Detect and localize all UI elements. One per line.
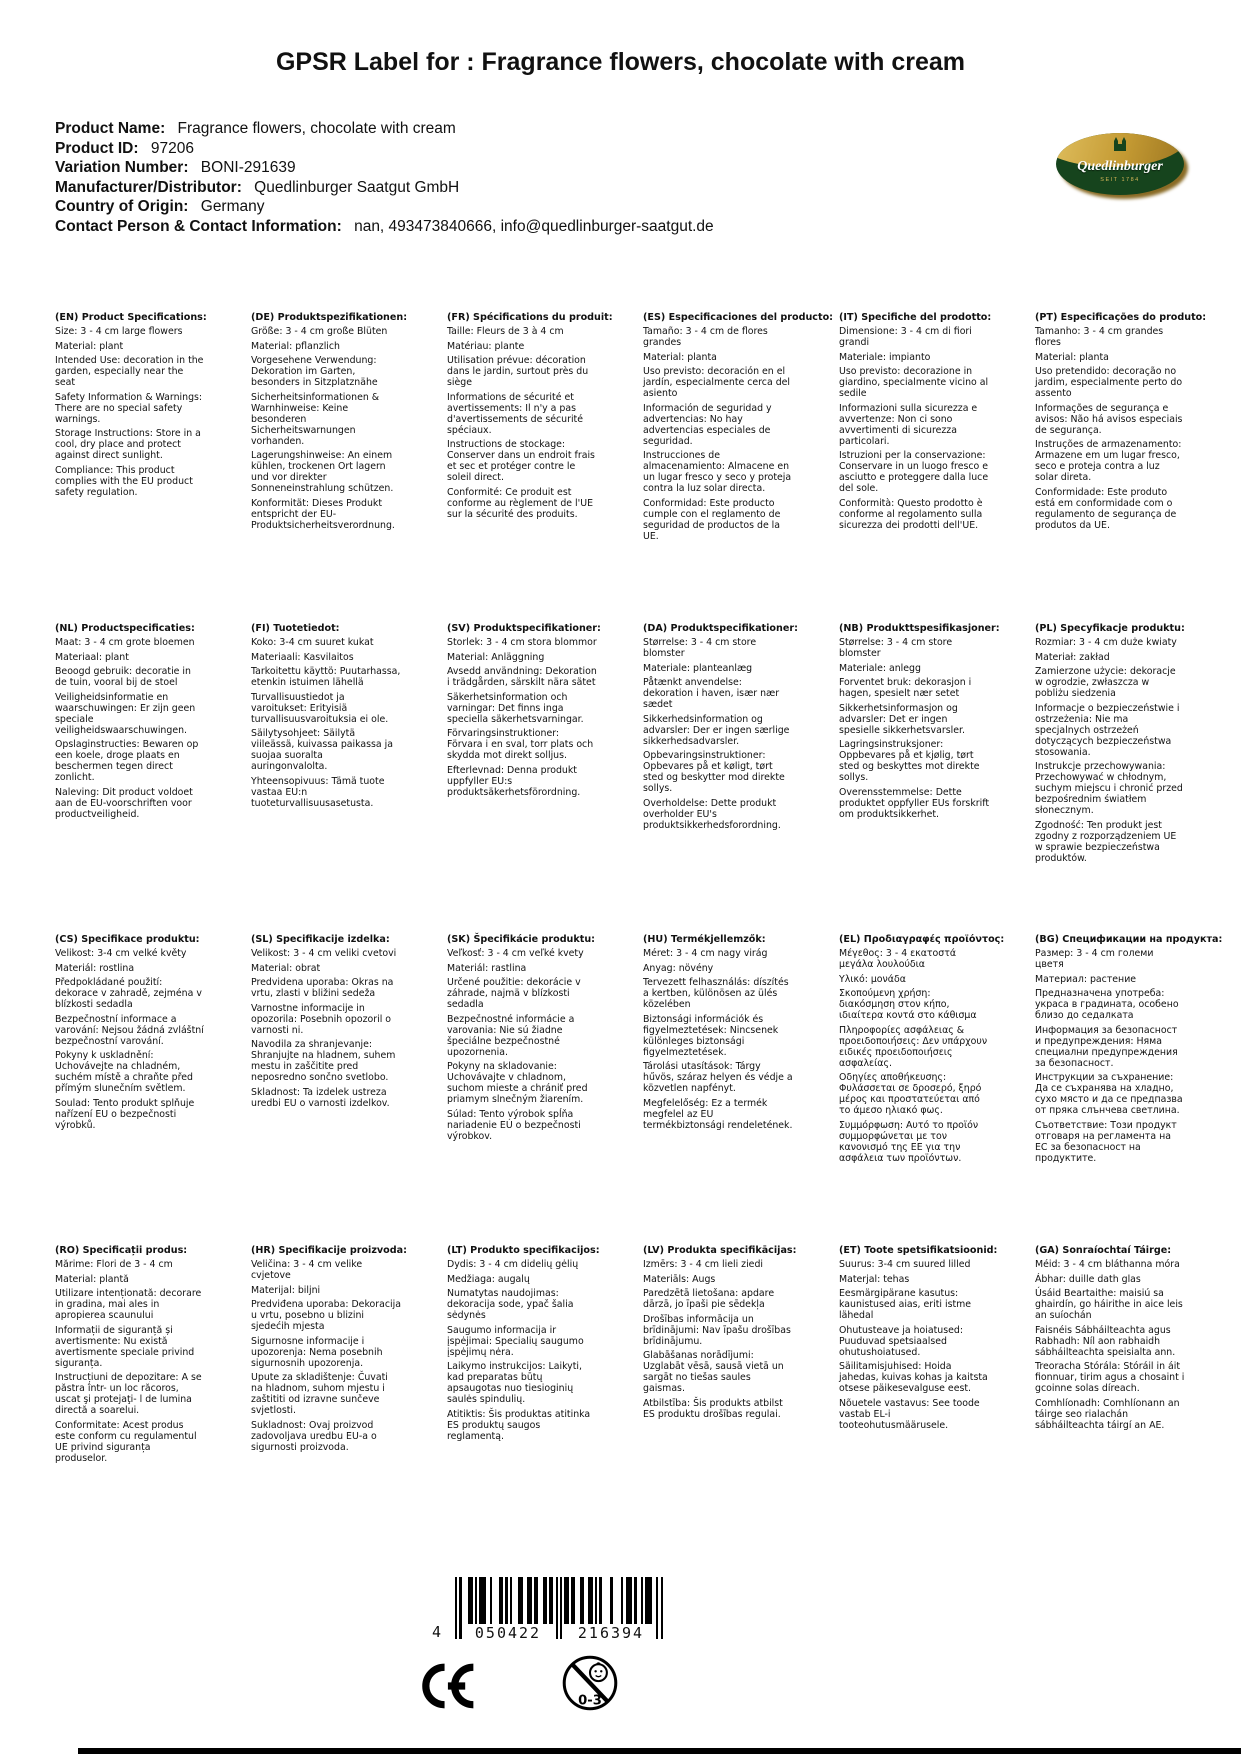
spec-block — [447, 1245, 643, 1556]
spec-item: Méret: 3 - 4 cm nagy virág — [643, 948, 768, 959]
spec-item: Velikost: 3-4 cm velké květy — [55, 948, 187, 959]
spec-block — [643, 623, 839, 934]
spec-item: Pokyny k uskladnění: Uchovávejte na chladném, suchém místě a chraňte před přímým slunečním světlem. — [55, 1050, 193, 1094]
spec-item: Conformidad: Este producto cumple con el reglamento de seguridad de productos de la UE. — [643, 497, 781, 542]
spec-item: Atitiktis: Šis produktas atitinka ES produktų saugos reglamentą. — [447, 1408, 591, 1442]
spec-block — [447, 934, 643, 1245]
spec-item: Veličina: 3 - 4 cm velike cvjetove — [251, 1259, 363, 1281]
spec-item: Størrelse: 3 - 4 cm store blomster — [839, 637, 953, 659]
product-info-value: Quedlinburger Saatgut GmbH — [249, 178, 460, 196]
spec-item: Инструкции за съхранение: Да се съхранява на хладно, сухо място и да се предпазва от пряка слънчева светлина. — [1035, 1072, 1183, 1116]
product-info-label: Country of Origin: — [55, 198, 189, 216]
spec-item: Materiál: rostlina — [55, 962, 135, 974]
spec-item: Yhteensopivuus: Tämä tuote vastaa EU:n tuoteturvallisuusasetusta. — [251, 775, 385, 809]
spec-item: Drošības informācija un brīdinājumi: Nav īpašu drošības brīdinājumu. — [643, 1313, 791, 1347]
spec-item: Upute za skladištenje: Čuvati na hladnom, suhom mjestu i zaštititi od izravne sunčeve svjetlosti. — [251, 1372, 388, 1416]
spec-item: Sicherheitsinformationen & Warnhinweise: Keine besonderen Sicherheitswarnungen vorhanden. — [251, 391, 380, 447]
spec-item: Förvaringsinstruktioner: Förvara i en sval, torr plats och skydda mot direkt solljus. — [447, 728, 594, 761]
spec-block — [55, 1245, 251, 1556]
spec-item: Lagringsinstruksjoner: Oppbevares på et kjølig, tørt sted og beskyttes mot direkte sollys. — [839, 739, 980, 783]
spec-item: Tamanho: 3 - 4 cm grandes flores — [1035, 326, 1164, 348]
spec-item: Predvidena uporaba: Okras na vrtu, zlasti v bližini sedeža — [251, 977, 394, 999]
spec-item: Opbevaringsinstruktioner: Opbevares på et køligt, tørt sted og beskytter mod direkte sollys. — [643, 750, 785, 794]
product-info-value: 97206 — [146, 139, 194, 157]
spec-heading: (ES) Especificaciones del producto: — [643, 312, 834, 323]
spec-item: Säilitamisjuhised: Hoida jahedas, kuivas kohas ja kaitsta otsese päikesevalguse eest. — [839, 1361, 988, 1394]
product-info-row — [55, 197, 714, 217]
spec-item: Materiale: planteanlæg — [643, 662, 753, 674]
barcode — [432, 1577, 665, 1647]
spec-item: Dydis: 3 - 4 cm didelių gėlių — [447, 1259, 579, 1270]
spec-items — [447, 326, 643, 520]
spec-item: Uso previsto: decoración en el jardín, especialmente cerca del asiento — [643, 366, 791, 399]
spec-item: Conformité: Ce produit est conforme au règlement de l'UE sur la sécurité des produits. — [447, 486, 594, 520]
spec-items — [55, 326, 251, 498]
product-info-label: Manufacturer/Distributor: — [55, 178, 242, 196]
spec-item: Material: obrat — [251, 962, 321, 974]
castle-icon — [1110, 135, 1130, 151]
spec-item: Conformità: Questo prodotto è conforme al regolamento sulla sicurezza dei prodotti dell'UE. — [839, 497, 983, 531]
spec-heading: (NL) Productspecificaties: — [55, 623, 195, 634]
spec-heading: (PT) Especificações do produto: — [1035, 312, 1207, 323]
spec-item: Izmērs: 3 - 4 cm lieli ziedi — [643, 1259, 763, 1270]
spec-items — [643, 1259, 839, 1420]
spec-item: Pokyny na skladovanie: Uchovávajte v chladnom, suchom mieste a chrániť pred priamym slnečným žiarením. — [447, 1061, 588, 1105]
spec-item: Súlad: Tento výrobok spĺňa nariadenie EÚ o bezpečnosti výrobkov. — [447, 1108, 581, 1142]
spec-items — [55, 948, 251, 1131]
spec-item: Material: planta — [643, 351, 717, 363]
spec-block — [643, 312, 839, 623]
spec-block — [55, 934, 251, 1245]
spec-item: Materiał: zakład — [1035, 651, 1110, 663]
spec-block — [251, 934, 447, 1245]
spec-block — [839, 623, 1035, 934]
spec-items — [55, 1259, 251, 1464]
spec-item: Tárolási utasítások: Tárgy hűvös, száraz helyen és védje a közvetlen napfényt. — [643, 1061, 793, 1094]
spec-item: Určené použitie: dekorácie v záhrade, najmä v blízkosti sedadla — [447, 977, 581, 1010]
spec-heading: (SV) Produktspecifikationer: — [447, 623, 601, 634]
spec-items — [251, 1259, 447, 1453]
spec-item: Størrelse: 3 - 4 cm store blomster — [643, 637, 757, 659]
page-bottom-edge — [78, 1748, 1241, 1754]
spec-item: Materjal: tehas — [839, 1273, 910, 1285]
spec-item: Materijal: biljni — [251, 1284, 321, 1296]
spec-heading: (LT) Produkto specifikacijos: — [447, 1245, 600, 1256]
spec-item: Predviđena uporaba: Dekoracija u vrtu, posebno u blizini sjedećih mjesta — [251, 1299, 401, 1332]
spec-block — [1035, 623, 1231, 934]
spec-items — [251, 326, 447, 531]
logo-oval — [1056, 133, 1184, 195]
spec-items — [1035, 1259, 1231, 1431]
spec-block — [643, 1245, 839, 1556]
product-info-row — [55, 178, 714, 198]
age-warning-0-3-icon — [560, 1649, 620, 1717]
spec-item: Anyag: növény — [643, 962, 714, 974]
spec-item: Koko: 3-4 cm suuret kukat — [251, 637, 374, 648]
age-warning-text: 0-3 — [578, 1693, 602, 1709]
spec-item: Předpokládané použití: dekorace v zahradě, zejména v blízkosti sedadla — [55, 977, 202, 1010]
spec-heading: (LV) Produkta specifikācijas: — [643, 1245, 797, 1256]
product-info-value: Fragrance flowers, chocolate with cream — [173, 120, 456, 137]
spec-item: Materiál: rastlina — [447, 962, 527, 974]
spec-item: Instructions de stockage: Conserver dans un endroit frais et sec et protéger contre le soleil direct. — [447, 439, 595, 483]
spec-item: Material: plant — [55, 340, 124, 352]
spec-item: Material: planta — [1035, 351, 1109, 363]
spec-heading: (FR) Spécifications du produit: — [447, 312, 613, 323]
spec-block — [643, 934, 839, 1245]
spec-item: Информация за безопасност и предупреждения: Няма специални предупреждения за безопасност. — [1035, 1024, 1178, 1069]
spec-block — [1035, 934, 1231, 1245]
spec-item: Material: plantă — [55, 1273, 129, 1285]
spec-item: Dimensione: 3 - 4 cm di fiori grandi — [839, 326, 972, 348]
spec-item: Instrucțiuni de depozitare: A se păstra într- un loc răcoros, uscat şi protejaţi- l de lumina directă a soarelui. — [55, 1372, 202, 1416]
spec-item: Sukladnost: Ovaj proizvod zadovoljava uredbu EU-a o sigurnosti proizvoda. — [251, 1419, 377, 1453]
spec-item: Overholdelse: Dette produkt overholder EU's produktsikkerhedsforordning. — [643, 797, 781, 831]
product-info-label: Variation Number: — [55, 159, 189, 177]
barcode-first-digit: 4 — [432, 1623, 442, 1641]
spec-item: Tamaño: 3 - 4 cm de flores grandes — [643, 326, 768, 348]
spec-item: Paredzētā lietošana: apdare dārzā, jo īpaši pie sēdekļa — [643, 1288, 775, 1310]
product-info-label: Contact Person & Contact Information: — [55, 217, 342, 235]
spec-item: Материал: растение — [1035, 973, 1137, 985]
product-info-value: nan, 493473840666, info@quedlinburger-saatgut.de — [349, 217, 714, 235]
spec-heading: (RO) Specificații produs: — [55, 1245, 188, 1256]
spec-item: Varnostne informacije in opozorila: Posebnih opozoril o varnosti ni. — [251, 1002, 392, 1036]
spec-item: Numatytas naudojimas: dekoracija sode, ypač šalia sėdynės — [447, 1288, 574, 1321]
spec-item: Instruções de armazenamento: Armazene em um lugar fresco, seco e proteja contra a luz solar direta. — [1035, 439, 1182, 483]
spec-item: Σκοπούμενη χρήση: διακόσμηση στον κήπο, ιδιαίτερα κοντά στο κάθισμα — [839, 988, 977, 1021]
spec-item: Πληροφορίες ασφάλειας & προειδοποιήσεις: Δεν υπάρχουν ειδικές προειδοποιήσεις ασφαλείας. — [839, 1024, 988, 1069]
spec-item: Material: pflanzlich — [251, 340, 340, 352]
spec-item: Soulad: Tento produkt splňuje nařízení EU o bezpečnosti výrobků. — [55, 1097, 195, 1131]
spec-item: Faisnéis Sábháilteachta agus Rabhadh: Níl aon rabhaidh sábháilteachta speisialta ann. — [1035, 1324, 1176, 1358]
spec-item: Uso previsto: decorazione in giardino, specialmente vicino al sedile — [839, 366, 989, 399]
spec-block — [1035, 312, 1231, 623]
logo-brand-text: Quedlinburger — [1077, 159, 1163, 174]
spec-items — [643, 637, 839, 831]
spec-heading: (GA) Sonraíochtaí Táirge: — [1035, 1245, 1172, 1256]
spec-item: Eesmärgipärane kasutus: kaunistused aias, eriti istme lähedal — [839, 1288, 972, 1321]
product-info-label: Product Name: — [55, 120, 166, 137]
spec-item: Saugumo informacija ir įspėjimai: Specialių saugumo įspėjimų nėra. — [447, 1324, 584, 1358]
spec-block — [251, 623, 447, 934]
spec-heading: (SK) Špecifikácie produktu: — [447, 934, 596, 945]
spec-item: Υλικό: μονάδα — [839, 973, 906, 985]
spec-item: Size: 3 - 4 cm large flowers — [55, 326, 183, 337]
spec-items — [839, 326, 1035, 531]
spec-item: Medžiaga: augalų — [447, 1273, 530, 1285]
spec-item: Bezpečnostné informácie a varovania: Nie sú žiadne špeciálne bezpečnostné upozornenia. — [447, 1013, 575, 1058]
product-info-row — [55, 158, 714, 178]
spec-heading: (ET) Toote spetsifikatsioonid: — [839, 1245, 998, 1256]
spec-item: Material: Anläggning — [447, 651, 545, 663]
spec-heading: (BG) Спецификации на продукта: — [1035, 934, 1223, 945]
spec-item: Navodila za shranjevanje: Shranjujte na hladnem, suhem mestu in zaščitite pred neposredno sončno svetlobo. — [251, 1039, 396, 1083]
product-info-value: BONI-291639 — [196, 159, 296, 177]
spec-item: Zgodność: Ten produkt jest zgodny z rozporządzeniem UE w sprawie bezpieczeństwa produktów. — [1035, 819, 1177, 864]
spec-item: Avsedd användning: Dekoration i trädgården, särskilt nära sätet — [447, 666, 597, 688]
spec-item: Informazioni sulla sicurezza e avvertenze: Non ci sono avvertimenti di sicurezza particolari. — [839, 402, 978, 447]
spec-item: Lagerungshinweise: An einem kühlen, trockenen Ort lagern und vor direkter Sonneneinstrahlung schützen. — [251, 450, 394, 494]
spec-heading: (IT) Specifiche del prodotto: — [839, 312, 992, 323]
spec-items — [839, 948, 1035, 1164]
spec-item: Konformität: Dieses Produkt entspricht der EU-Produktsicherheitsverordnung. — [251, 497, 395, 531]
spec-item: Maat: 3 - 4 cm grote bloemen — [55, 637, 195, 648]
spec-block — [1035, 1245, 1231, 1556]
product-info — [55, 119, 714, 237]
spec-block — [839, 312, 1035, 623]
spec-item: Informații de siguranță și avertismente: Nu există avertismente speciale privind siguranța. — [55, 1324, 195, 1369]
spec-item: Nõuetele vastavus: See toode vastab EL-i tooteohutusmäärusele. — [839, 1397, 980, 1431]
spec-heading: (DE) Produktspezifikationen: — [251, 312, 408, 323]
spec-item: Tervezett felhasználás: díszítés a kertben, különösen az ülés közelében — [643, 977, 789, 1010]
spec-item: Laikymo instrukcijos: Laikyti, kad preparatas būtų apsaugotas nuo tiesioginių saulės spindulių. — [447, 1361, 582, 1405]
spec-item: Säilytysohjeet: Säilytä viileässä, kuivassa paikassa ja suojaa suoralta auringonvalolta. — [251, 728, 393, 772]
spec-item: Sikkerhetsinformasjon og advarsler: Det er ingen spesielle sikkerhetsvarsler. — [839, 702, 965, 736]
spec-grid — [55, 312, 1231, 1556]
spec-block — [251, 312, 447, 623]
spec-item: Informações de segurança e avisos: Não há avisos especiais de segurança. — [1035, 402, 1183, 436]
spec-item: Instrucciones de almacenamiento: Almacene en un lugar fresco y seco y proteja contra la luz solar directa. — [643, 450, 792, 494]
spec-item: Información de seguridad y advertencias: No hay advertencias especiales de seguridad. — [643, 402, 772, 447]
spec-item: Συμμόρφωση: Αυτό το προϊόν συμμορφώνεται με τον κανονισμό της ΕΕ για την ασφάλεια των προϊόντων. — [839, 1119, 979, 1164]
spec-item: Größe: 3 - 4 cm große Blüten — [251, 326, 388, 337]
spec-item: Matériau: plante — [447, 340, 525, 352]
spec-item: Opslaginstructies: Bewaren op een koele, droge plaats en beschermen tegen direct zonlicht. — [55, 739, 199, 783]
spec-item: Naleving: Dit product voldoet aan de EU-voorschriften voor productveiligheid. — [55, 786, 193, 820]
spec-item: Säkerhetsinformation och varningar: Det finns inga speciella säkerhetsvarningar. — [447, 691, 584, 725]
spec-items — [447, 1259, 643, 1442]
spec-item: Informations de sécurité et avertissements: Il n'y a pas d'avertissements de sécurité spéciaux. — [447, 391, 583, 436]
spec-item: Materiaali: Kasvilaitos — [251, 651, 354, 663]
spec-item: Atbilstība: Šis produkts atbilst ES produktu drošības regulai. — [643, 1397, 783, 1420]
spec-item: Bezpečnostní informace a varování: Nejsou žádná zvláštní bezpečnostní varování. — [55, 1013, 204, 1047]
product-info-row — [55, 119, 714, 139]
spec-item: Turvallisuustiedot ja varoitukset: Erityisiä turvallisuusvaroituksia ei ole. — [251, 691, 389, 725]
product-info-label: Product ID: — [55, 139, 139, 157]
spec-items — [1035, 948, 1231, 1164]
spec-item: Uso pretendido: decoração no jardim, especialmente perto do assento — [1035, 366, 1183, 399]
spec-heading: (NB) Produkttspesifikasjoner: — [839, 623, 1000, 634]
spec-heading: (FI) Tuotetiedot: — [251, 623, 340, 634]
spec-item: Suurus: 3-4 cm suured lilled — [839, 1259, 971, 1270]
spec-item: Zamierzone użycie: dekoracje w ogrodzie, zwłaszcza w pobliżu siedzenia — [1035, 666, 1176, 699]
spec-item: Utilizare intenționată: decorare in gradina, mai ales in apropierea scaunului — [55, 1288, 202, 1321]
spec-block — [447, 623, 643, 934]
spec-items — [55, 637, 251, 820]
barcode-group2: 216394 — [577, 1624, 645, 1642]
spec-item: Materiaal: plant — [55, 651, 129, 663]
spec-item: Veľkosť: 3 - 4 cm veľké kvety — [447, 948, 584, 959]
spec-item: Conformitate: Acest produs este conform cu regulamentul UE privind siguranța produselor. — [55, 1419, 197, 1464]
spec-item: Overensstemmelse: Dette produktet oppfyller EUs forskrift om produktsikkerhet. — [839, 786, 990, 820]
ce-mark-icon — [417, 1662, 475, 1710]
spec-item: Storlek: 3 - 4 cm stora blommor — [447, 637, 597, 648]
spec-item: Storage Instructions: Store in a cool, dry place and protect against direct sunlight. — [55, 428, 201, 461]
spec-block — [251, 1245, 447, 1556]
spec-item: Forventet bruk: dekorasjon i hagen, spesielt nær setet — [839, 677, 972, 699]
spec-block — [447, 312, 643, 623]
logo-tagline: SEIT 1784 — [1100, 177, 1140, 183]
spec-item: Οδηγίες αποθήκευσης: Φυλάσσεται σε δροσερό, ξηρό μέρος και προστατεύεται από το άμεσο ηλιακό φως. — [839, 1072, 982, 1116]
spec-item: Rozmiar: 3 - 4 cm duże kwiaty — [1035, 637, 1177, 648]
spec-item: Vorgesehene Verwendung: Dekoration im Garten, besonders in Sitzplatznähe — [251, 355, 378, 388]
spec-block — [55, 623, 251, 934]
spec-item: Påtænkt anvendelse: dekoration i haven, især nær sædet — [643, 677, 780, 710]
spec-item: Safety Information & Warnings: There are no special safety warnings. — [55, 391, 203, 425]
spec-item: Úsáid Beartaithe: maisiú sa ghairdín, go háirithe in aice leis an suíochán — [1035, 1288, 1183, 1321]
spec-item: Informacje o bezpieczeństwie i ostrzeżenia: Nie ma specjalnych ostrzeżeń dotyczących bezpieczeństwa stosowania. — [1035, 702, 1180, 758]
spec-item: Ábhar: duille dath glas — [1035, 1273, 1141, 1285]
spec-heading: (SL) Specifikacije izdelka: — [251, 934, 390, 945]
spec-item: Megfelelőség: Ez a termék megfelel az EU termékbiztonsági rendeletének. — [643, 1097, 793, 1131]
spec-item: Materiāls: Augs — [643, 1273, 716, 1285]
spec-item: Съответствие: Този продукт отговаря на регламента на ЕС за безопасност на продуктите. — [1035, 1119, 1177, 1164]
spec-item: Instrukcje przechowywania: Przechowywać w chłodnym, suchym miejscu i chronić przed bezpośrednim światłem słonecznym. — [1035, 761, 1183, 816]
spec-block — [839, 934, 1035, 1245]
spec-heading: (EL) Προδιαγραφές προϊόντος: — [839, 934, 1005, 945]
spec-heading: (HR) Specifikacije proizvoda: — [251, 1245, 407, 1256]
spec-item: Tarkoitettu käyttö: Puutarhassa, etenkin istuimen lähellä — [251, 666, 401, 688]
spec-items — [447, 948, 643, 1142]
spec-items — [839, 1259, 1035, 1431]
spec-items — [1035, 637, 1231, 864]
spec-item: Utilisation prévue: décoration dans le jardin, surtout près du siège — [447, 355, 589, 388]
spec-heading: (HU) Termékjellemzők: — [643, 934, 766, 945]
spec-items — [251, 948, 447, 1109]
spec-item: Beoogd gebruik: decoratie in de tuin, vooral bij de stoel — [55, 666, 191, 688]
spec-item: Skladnost: Ta izdelek ustreza uredbi EU o varnosti izdelkov. — [251, 1086, 390, 1109]
spec-item: Comhlíonadh: Comhlíonann an táirge seo rialachán sábháilteachta táirgí an AE. — [1035, 1397, 1180, 1431]
spec-block — [55, 312, 251, 623]
spec-item: Efterlevnad: Denna produkt uppfyller EU:s produktsäkerhetsförordning. — [447, 764, 581, 798]
spec-items — [643, 326, 839, 542]
spec-item: Sikkerhedsinformation og advarsler: Der er ingen særlige sikkerhedsadvarsler. — [643, 713, 790, 747]
spec-block — [839, 1245, 1035, 1556]
spec-item: Sigurnosne informacije i upozorenja: Nema posebnih sigurnosnih upozorenja. — [251, 1335, 383, 1369]
product-info-value: Germany — [196, 198, 265, 216]
product-info-row — [55, 217, 714, 237]
spec-items — [447, 637, 643, 798]
spec-items — [643, 948, 839, 1131]
spec-item: Méid: 3 - 4 cm bláthanna móra — [1035, 1259, 1180, 1270]
page-title: GPSR Label for : Fragrance flowers, chocolate with cream — [275, 48, 966, 76]
spec-item: Conformidade: Este produto está em conformidade com o regulamento de segurança de produtos da UE. — [1035, 486, 1177, 531]
quedlinburger-logo — [1056, 133, 1186, 197]
spec-items — [839, 637, 1035, 820]
spec-item: Biztonsági információk és figyelmeztetések: Nincsenek különleges biztonsági figyelmeztetések. — [643, 1013, 779, 1058]
spec-item: Treoracha Stórála: Stóráil in áit fionnuar, tirim agus a chosaint i gcoinne solas díreach. — [1035, 1361, 1185, 1394]
spec-item: Размер: 3 - 4 cm големи цветя — [1035, 948, 1154, 970]
spec-item: Μέγεθος: 3 - 4 εκατοστά μεγάλα λουλούδια — [839, 948, 957, 970]
spec-heading: (CS) Specifikace produktu: — [55, 934, 200, 945]
spec-item: Intended Use: decoration in the garden, especially near the seat — [55, 355, 204, 388]
spec-heading: (PL) Specyfikacje produktu: — [1035, 623, 1185, 634]
spec-items — [1035, 326, 1231, 531]
spec-item: Materiale: impianto — [839, 351, 931, 363]
spec-item: Taille: Fleurs de 3 à 4 cm — [447, 326, 564, 337]
spec-item: Ohutusteave ja hoiatused: Puuduvad spetsiaalsed ohutushoiatused. — [839, 1324, 963, 1358]
spec-item: Предназначена употреба: украса в градината, особено близо до седалката — [1035, 988, 1179, 1021]
spec-item: Veiligheidsinformatie en waarschuwingen: Er zijn geen speciale veiligheidswaarschuwingen. — [55, 691, 196, 736]
spec-heading: (DA) Produktspecifikationer: — [643, 623, 798, 634]
spec-item: Velikost: 3 - 4 cm veliki cvetovi — [251, 948, 397, 959]
spec-item: Compliance: This product complies with the EU product safety regulation. — [55, 464, 193, 498]
spec-heading: (EN) Product Specifications: — [55, 312, 207, 323]
spec-items — [251, 637, 447, 809]
spec-item: Istruzioni per la conservazione: Conservare in un luogo fresco e asciutto e proteggere dalla luce del sole. — [839, 450, 989, 494]
spec-item: Mărime: Flori de 3 - 4 cm — [55, 1259, 173, 1270]
spec-item: Glabāšanas norādījumi: Uzglabāt vēsā, sausā vietā un sargāt no tiešas saules gaismas. — [643, 1350, 784, 1394]
product-info-row — [55, 139, 714, 159]
spec-item: Materiale: anlegg — [839, 662, 921, 674]
barcode-group1: 050422 — [474, 1624, 542, 1642]
